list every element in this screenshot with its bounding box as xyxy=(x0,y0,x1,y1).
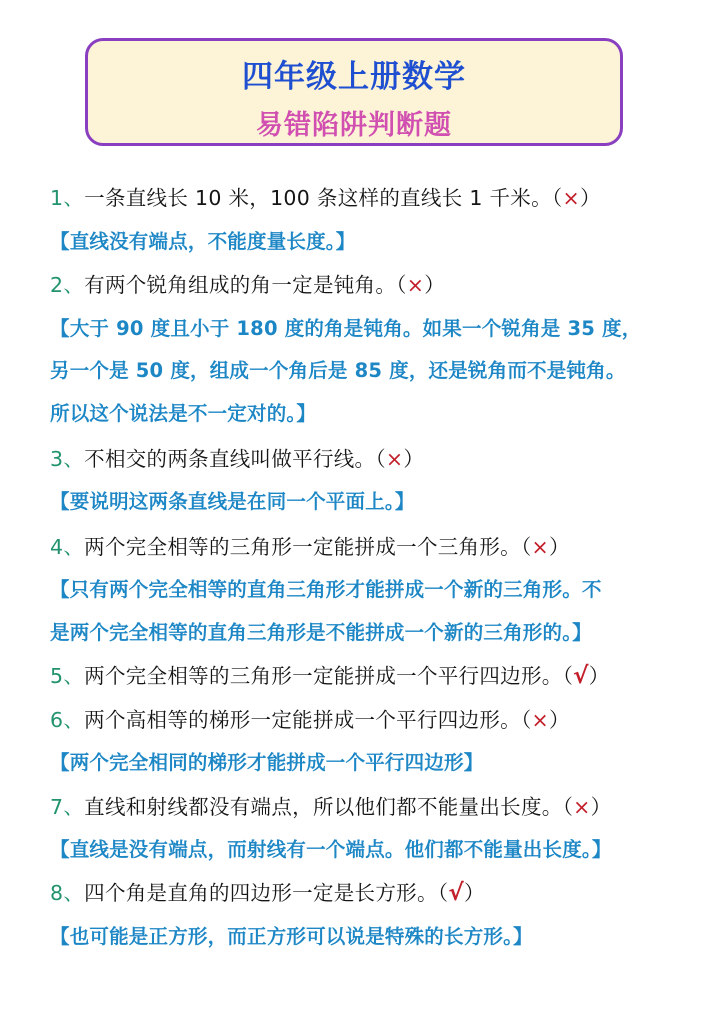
explanation-2-line-2: 另一个是 50 度，组成一个角后是 85 度，还是锐角而不是钝角。 xyxy=(50,359,626,382)
question-text: 有两个锐角组成的角一定是钝角。 xyxy=(84,273,397,297)
cross-mark: × xyxy=(385,447,404,471)
explanation-3: 【要说明这两条直线是在同一个平面上。】 xyxy=(50,490,415,513)
question-number: 8 xyxy=(50,881,64,905)
question-number: 3 xyxy=(50,447,64,471)
question-text: 四个角是直角的四边形一定是长方形。 xyxy=(84,881,438,905)
explanation-8: 【也可能是正方形，而正方形可以说是特殊的长方形。】 xyxy=(50,925,533,948)
question-4: 4、两个完全相等的三角形一定能拼成一个三角形。（×） xyxy=(50,535,570,559)
check-mark: √ xyxy=(573,663,589,689)
explanation-7: 【直线是没有端点，而射线有一个端点。他们都不能量出长度。】 xyxy=(50,838,612,861)
question-text: 两个高相等的梯形一定能拼成一个平行四边形。 xyxy=(84,708,521,732)
explanation-4-line-2: 是两个完全相等的直角三角形是不能拼成一个新的三角形的。】 xyxy=(50,621,592,644)
question-6: 6、两个高相等的梯形一定能拼成一个平行四边形。（×） xyxy=(50,708,570,732)
question-number: 5 xyxy=(50,664,64,688)
explanation-4-line-1: 【只有两个完全相等的直角三角形才能拼成一个新的三角形。不 xyxy=(50,578,602,601)
question-5: 5、两个完全相等的三角形一定能拼成一个平行四边形。（√） xyxy=(50,663,610,689)
question-number: 1 xyxy=(50,186,64,210)
question-text: 两个完全相等的三角形一定能拼成一个平行四边形。 xyxy=(84,664,563,688)
cross-mark: × xyxy=(531,535,550,559)
question-text: 不相交的两条直线叫做平行线。 xyxy=(84,447,376,471)
explanation-2-line-1: 【大于 90 度且小于 180 度的角是钝角。如果一个锐角是 35 度， xyxy=(50,317,642,340)
check-mark: √ xyxy=(448,880,464,906)
page-subtitle: 易错陷阱判断题 xyxy=(256,110,452,141)
page-title: 四年级上册数学 xyxy=(242,59,466,95)
cross-mark: × xyxy=(406,273,425,297)
question-1: 1、一条直线长 10 米，100 条这样的直线长 1 千米。（×） xyxy=(50,186,601,210)
explanation-2-line-3: 所以这个说法是不一定对的。】 xyxy=(50,402,317,425)
question-text: 直线和射线都没有端点，所以他们都不能量出长度。 xyxy=(84,795,563,819)
cross-mark: × xyxy=(562,186,580,210)
question-text: 两个完全相等的三角形一定能拼成一个三角形。 xyxy=(84,535,521,559)
question-7: 7、直线和射线都没有端点，所以他们都不能量出长度。（×） xyxy=(50,795,612,819)
explanation-6: 【两个完全相同的梯形才能拼成一个平行四边形】 xyxy=(50,751,484,774)
title-box xyxy=(85,38,623,146)
question-text: 一条直线长 10 米，100 条这样的直线长 1 千米。 xyxy=(84,186,552,210)
question-number: 7 xyxy=(50,795,64,819)
cross-mark: × xyxy=(573,795,591,819)
explanation-1: 【直线没有端点，不能度量长度。】 xyxy=(50,230,356,253)
question-number: 2 xyxy=(50,273,64,297)
question-3: 3、不相交的两条直线叫做平行线。（×） xyxy=(50,447,425,471)
cross-mark: × xyxy=(531,708,550,732)
question-number: 4 xyxy=(50,535,64,559)
question-2: 2、有两个锐角组成的角一定是钝角。（×） xyxy=(50,273,446,297)
question-number: 6 xyxy=(50,708,64,732)
question-8: 8、四个角是直角的四边形一定是长方形。（√） xyxy=(50,880,485,906)
